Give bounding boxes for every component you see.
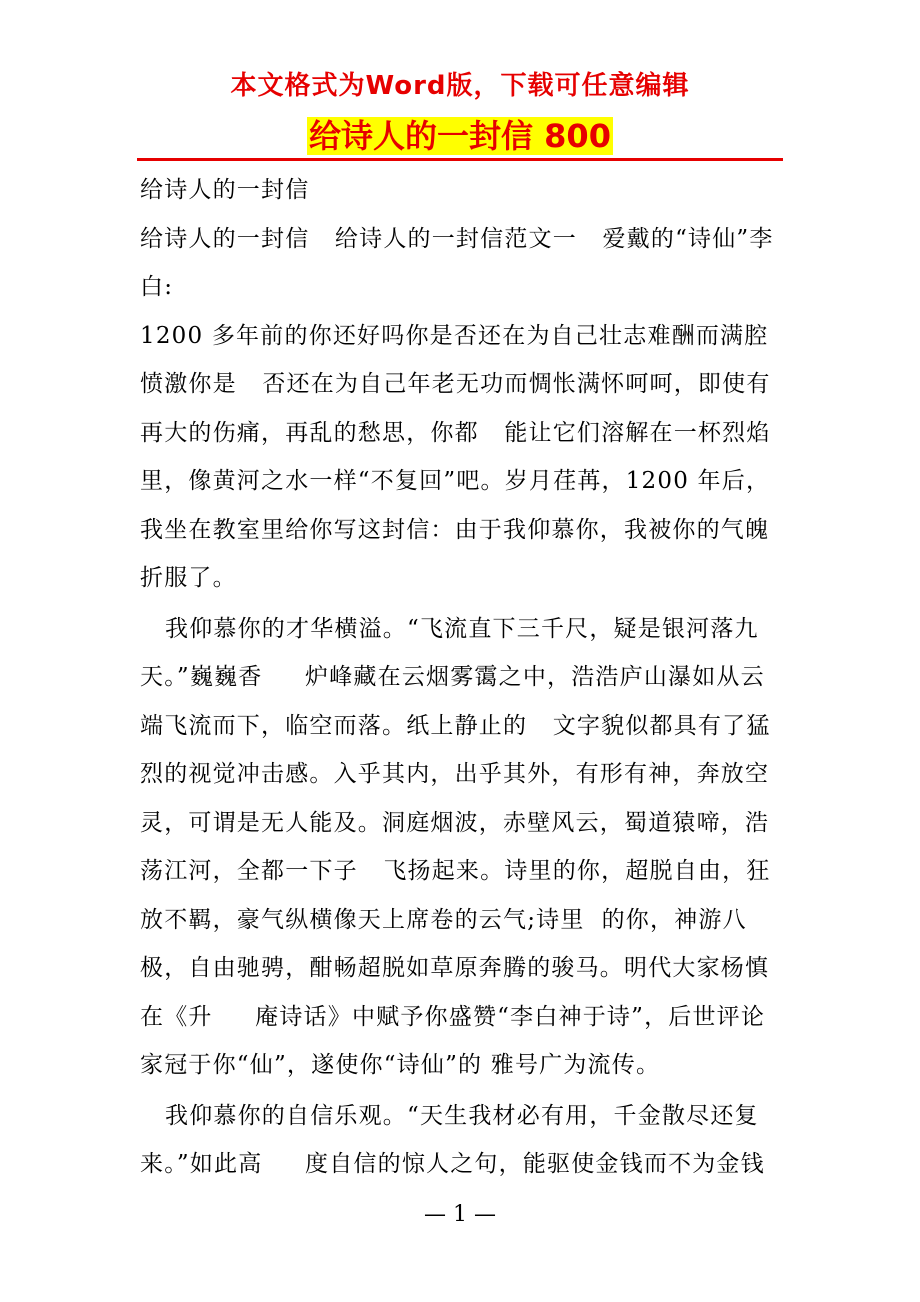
paragraph-confidence: 我仰慕你的自信乐观。“天生我材必有用，千金散尽还复来。”如此高 度自信的惊人之句，能驱使金钱而不为金钱 [140,1102,765,1177]
title-divider [137,158,783,161]
document-body [140,166,788,1189]
paragraph-heading: 给诗人的一封信 [140,177,310,203]
paragraph-salutation: 给诗人的一封信 给诗人的一封信范文一 爱戴的“诗仙”李白: [140,225,774,300]
download-notice: 本文格式为Word版，下载可任意编辑 [230,71,690,101]
page-number: — 1 — [424,1202,496,1227]
document-title [0,114,920,164]
document-title-text: 给诗人的一封信 800 [309,117,611,155]
paragraph-talent: 我仰慕你的才华横溢。“飞流直下三千尺，疑是银河落九天。”巍巍香 炉峰藏在云烟雾霭之中，浩浩庐山瀑如从云端飞流而下，临空而落。纸上静止的 文字貌似都具有了猛烈的视觉冲击感。入乎其内，出乎其外，有形有神，奔放空 灵，可谓是无人能及。洞庭烟波，赤壁风云，蜀道猿啼，浩荡江河，全都一下子 飞扬起来。诗里的你，超脱自由，狂放不羁，豪气纵横像天上席卷的云气;诗里 的你，神游八极，自由驰骋，酣畅超脱如草原奔腾的骏马。明代大家杨慎在《升 庵诗话》中赋予你盛赞“李白神于诗”，后世评论家冠于你“仙”，遂使你“诗仙”的 雅号广为流传。 [140,615,787,1078]
paragraph-opening: 1200 多年前的你还好吗你是否还在为自己壮志难酬而满腔愤激你是 否还在为自己年老无功而惆怅满怀呵呵，即使有再大的伤痛，再乱的愁思，你都 能让它们溶解在一杯烈焰里，像黄河之水一样“不复回”吧。岁月荏苒，1200 年后， 我坐在教室里给你写这封信：由于我仰慕你，我被你的气魄折服了。 [140,322,788,591]
